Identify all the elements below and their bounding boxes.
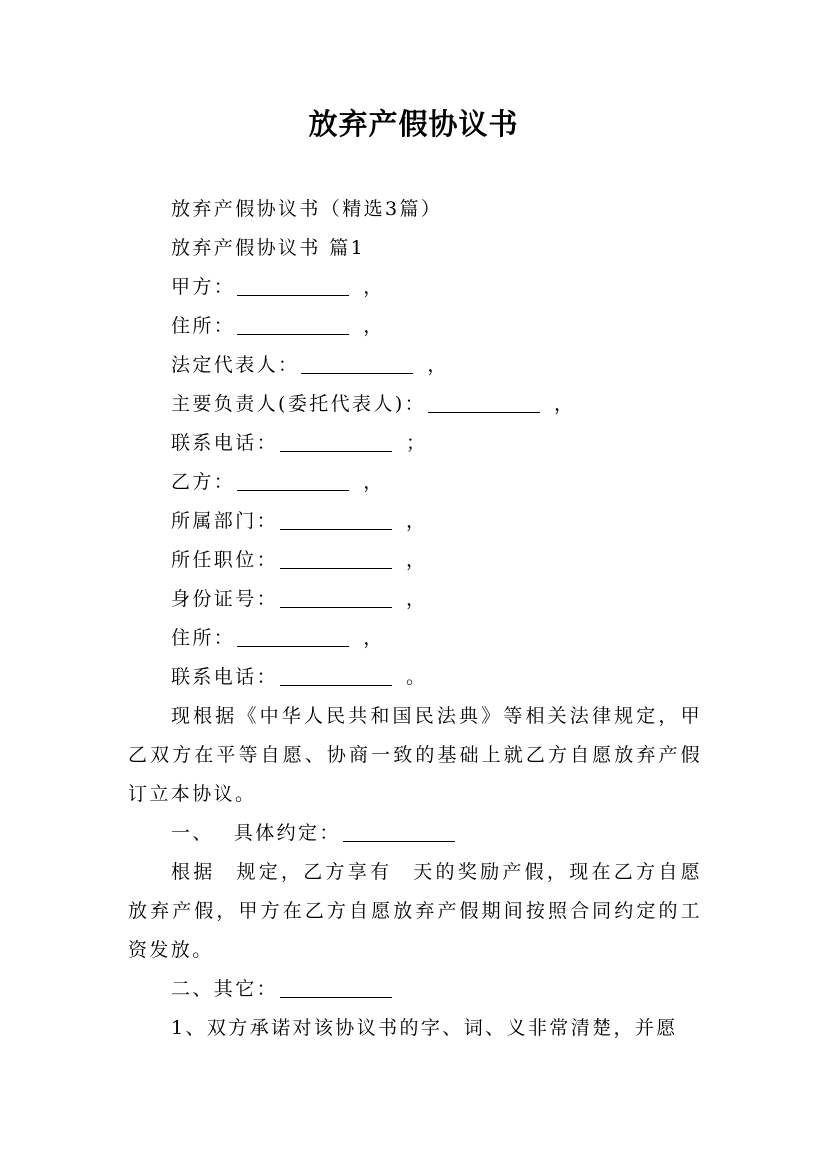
field-party-b-address: [128, 619, 702, 658]
intro-paragraph: 现根据《中华人民共和国民法典》等相关法律规定，甲乙双方在平等自愿、协商一致的基础上就乙方自愿放弃产假订立本协议。: [128, 705, 702, 805]
field-label: 联系电话：: [171, 432, 279, 454]
clause-text: 天的奖励产假，现在乙方自愿放弃产假，甲方在乙方自愿放弃产假期间按照合同约定的工资发放。: [128, 861, 702, 961]
fill-in-blank: [237, 470, 349, 491]
fill-in-blank: [280, 977, 392, 998]
fill-in-blank: [280, 665, 392, 686]
clause-number: 一、: [171, 822, 214, 844]
field-id-number: [128, 580, 702, 619]
field-party-a-address: [128, 307, 702, 346]
field-label: 联系电话：: [171, 666, 279, 688]
clause-two-item: 1、双方承诺对该协议书的字、词、义非常清楚，并愿: [171, 1017, 678, 1039]
field-legal-representative: [128, 346, 702, 385]
fill-in-blank: [237, 314, 349, 335]
clause-one-body: [128, 853, 702, 970]
field-punct: ，: [406, 549, 428, 571]
field-label: 法定代表人：: [171, 354, 300, 376]
document-title: 放弃产假协议书: [308, 107, 519, 141]
field-label: 住所：: [171, 627, 236, 649]
field-punct: ，: [554, 393, 576, 415]
field-party-b: [128, 463, 702, 502]
field-department: [128, 502, 702, 541]
fill-in-blank: [280, 587, 392, 608]
fill-in-blank: [301, 353, 413, 374]
fill-in-blank: [280, 509, 392, 530]
clause-two-heading: [128, 970, 702, 1009]
field-label: 所任职位：: [171, 549, 279, 571]
field-punct: 。: [406, 666, 428, 688]
field-punct: ，: [363, 276, 385, 298]
clause-label: 二、其它：: [171, 978, 279, 1000]
field-principal: [128, 385, 702, 424]
field-party-b-phone: [128, 658, 702, 697]
section-heading: 放弃产假协议书 篇1: [171, 237, 366, 259]
fill-in-blank: [343, 821, 455, 842]
field-label: 乙方：: [171, 471, 236, 493]
field-punct: ，: [427, 354, 449, 376]
field-punct: ，: [363, 315, 385, 337]
fill-in-blank: [237, 626, 349, 647]
clause-text: 规定，乙方享有: [235, 861, 393, 883]
field-party-a-phone: [128, 424, 702, 463]
field-punct: ，: [406, 510, 428, 532]
clause-one-heading: [128, 814, 702, 853]
field-label: 所属部门：: [171, 510, 279, 532]
field-punct: ；: [406, 432, 428, 454]
field-label: 身份证号：: [171, 588, 279, 610]
field-label: 住所：: [171, 315, 236, 337]
document-body: [128, 190, 702, 1048]
field-position: [128, 541, 702, 580]
field-party-a: [128, 268, 702, 307]
field-punct: ，: [363, 627, 385, 649]
field-punct: ，: [363, 471, 385, 493]
clause-label: 具体约定：: [233, 822, 341, 844]
field-punct: ，: [406, 588, 428, 610]
fill-in-blank: [280, 431, 392, 452]
fill-in-blank: [237, 275, 349, 296]
fill-in-blank: [280, 548, 392, 569]
fill-in-blank: [428, 392, 540, 413]
subtitle: 放弃产假协议书（精选3篇）: [171, 198, 443, 220]
field-label: 主要负责人(委托代表人)：: [171, 393, 427, 415]
clause-text: 根据: [171, 861, 216, 883]
field-label: 甲方：: [171, 276, 236, 298]
